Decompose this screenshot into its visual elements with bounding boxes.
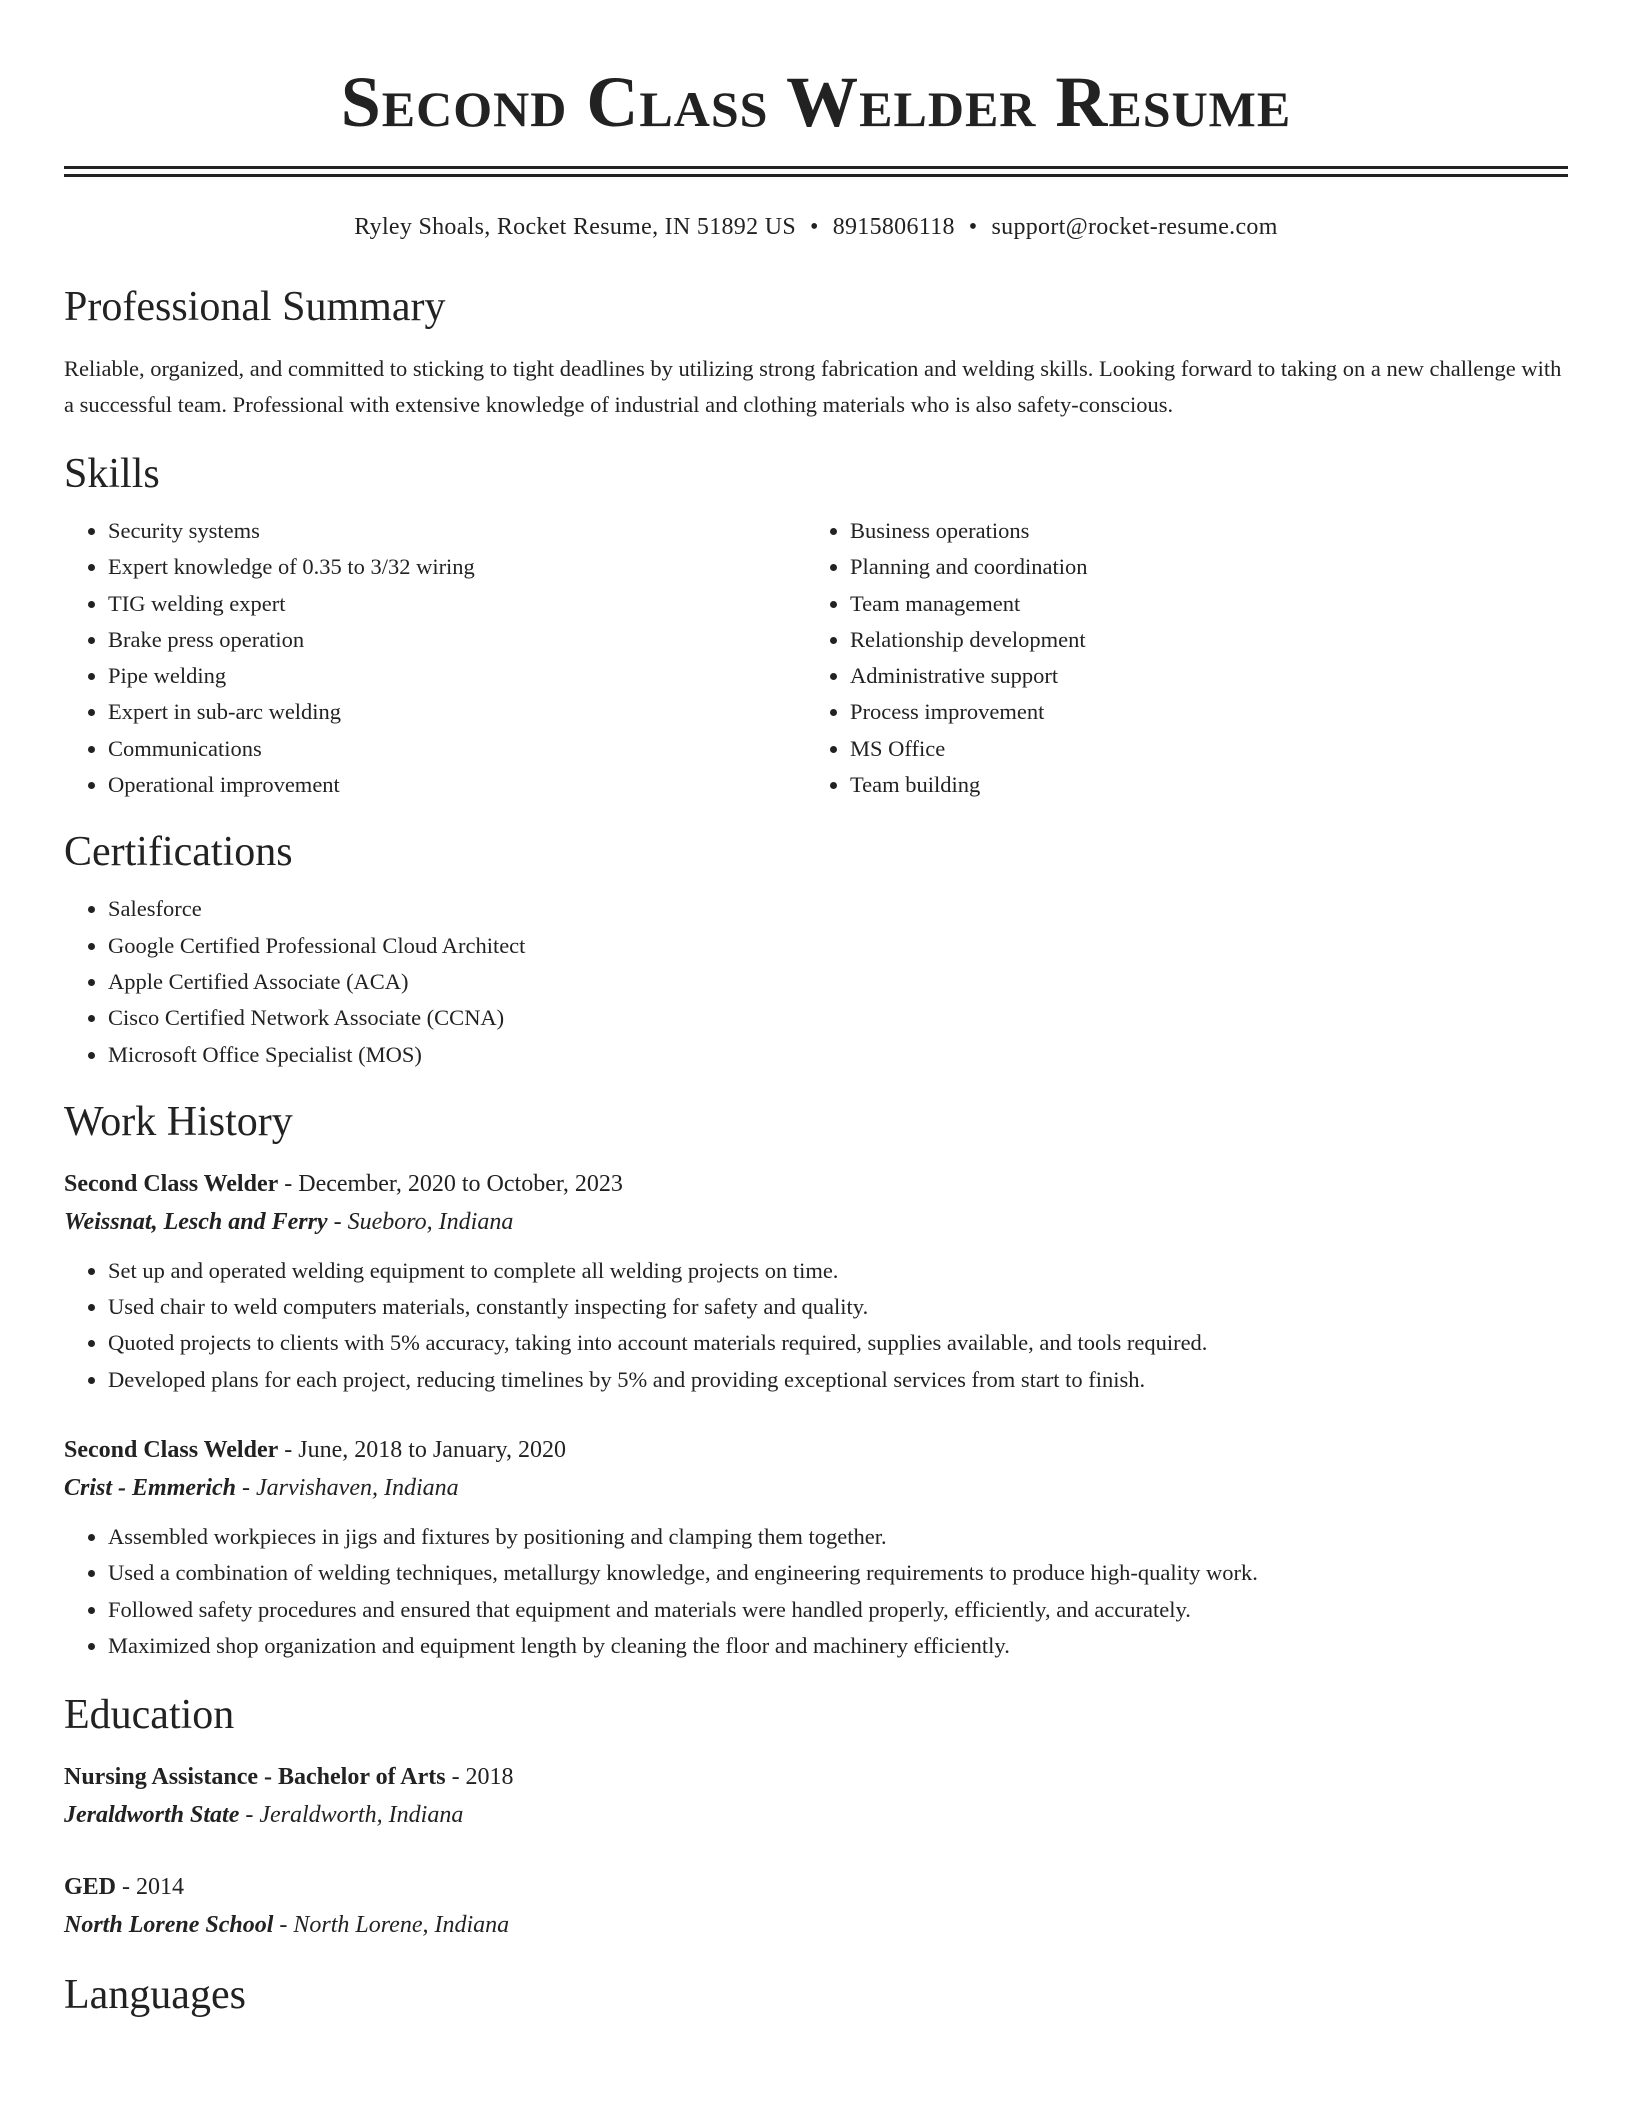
skill-item: • Brake press operation (108, 622, 806, 658)
summary-text: Reliable, organized, and committed to sticking to tight deadlines by utilizing strong fabrication and welding skills. Looking forward to taking on a new challenge with a successful team. Professional with extensive knowledge of industrial and clothing materials who is also safety-conscious. (64, 356, 1562, 417)
certification-item: • Cisco Certified Network Associate (CCNA) (108, 1000, 1568, 1036)
skills-left-list (64, 513, 806, 803)
job-title: Second Class Welder (64, 1437, 279, 1464)
contact-address: Ryley Shoals, Rocket Resume, IN 51892 US (354, 214, 796, 240)
education-degree: Nursing Assistance - Bachelor of Arts (64, 1764, 446, 1791)
education-location: - North Lorene, Indiana (273, 1912, 510, 1939)
skills-left-column (64, 513, 806, 803)
education-school-line (64, 1796, 1568, 1834)
job-dates: - December, 2020 to October, 2023 (278, 1170, 623, 1197)
skill-item: • Administrative support (850, 658, 1548, 694)
skills-heading: Skills (64, 451, 160, 497)
skill-item: • MS Office (850, 731, 1548, 767)
languages-heading: Languages (64, 1972, 246, 2019)
contact-separator: • (809, 214, 819, 240)
job-company-line (64, 1469, 1568, 1507)
skill-item: • Operational improvement (108, 767, 806, 803)
education-degree-line (64, 1868, 1568, 1906)
skill-item: • TIG welding expert (108, 586, 806, 622)
job-dates: - June, 2018 to January, 2020 (278, 1437, 566, 1464)
job-company: Weissnat, Lesch and Ferry (64, 1208, 328, 1235)
job-bullet: • Quoted projects to clients with 5% accuracy, taking into account materials required, supplies available, and tools required. (108, 1325, 1568, 1361)
skill-item: • Business operations (850, 513, 1548, 549)
job-entry (64, 1431, 1568, 1664)
contact-line (64, 212, 1568, 242)
summary-heading: Professional Summary (64, 284, 446, 330)
education-school: Jeraldworth State (64, 1802, 240, 1829)
skill-item: • Team management (850, 586, 1548, 622)
contact-separator: • (968, 214, 978, 240)
work-history-heading: Work History (64, 1098, 293, 1145)
job-company-line (64, 1203, 1568, 1241)
education-location: - Jeraldworth, Indiana (239, 1802, 464, 1829)
contact-phone: 8915806118 (832, 214, 955, 240)
job-location: - Jarvishaven, Indiana (236, 1475, 459, 1502)
education-heading: Education (64, 1692, 235, 1739)
certification-item: • Apple Certified Associate (ACA) (108, 964, 1568, 1000)
certification-item: • Salesforce (108, 891, 1568, 927)
skill-item: • Relationship development (850, 622, 1548, 658)
job-bullets (64, 1253, 1568, 1398)
education-year: - 2018 (445, 1764, 514, 1791)
skill-item: • Communications (108, 731, 806, 767)
education-entry (64, 1758, 1568, 1834)
skill-item: • Expert in sub-arc welding (108, 694, 806, 730)
education-degree: GED (64, 1874, 117, 1901)
skill-item: • Team building (850, 767, 1548, 803)
skill-item: • Planning and coordination (850, 549, 1548, 585)
job-bullet: • Used a combination of welding techniques, metallurgy knowledge, and engineering requirements to produce high-quality work. (108, 1555, 1568, 1591)
certifications-heading: Certifications (64, 829, 293, 876)
job-company: Crist - Emmerich (64, 1475, 237, 1502)
skill-item: • Expert knowledge of 0.35 to 3/32 wiring (108, 549, 806, 585)
education-school: North Lorene School (64, 1912, 274, 1939)
contact-email: support@rocket-resume.com (991, 214, 1278, 240)
skills-columns (64, 513, 1568, 803)
job-bullet: • Assembled workpieces in jigs and fixtures by positioning and clamping them together. (108, 1519, 1568, 1555)
skill-item: • Process improvement (850, 694, 1548, 730)
title-double-rule (64, 166, 1568, 177)
skill-item: • Pipe welding (108, 658, 806, 694)
job-location: - Sueboro, Indiana (327, 1208, 514, 1235)
job-title: Second Class Welder (64, 1170, 279, 1197)
skills-right-list (806, 513, 1548, 803)
job-bullet: • Maximized shop organization and equipment length by cleaning the floor and machinery efficiently. (108, 1628, 1568, 1664)
job-bullet: • Used chair to weld computers materials, constantly inspecting for safety and quality. (108, 1289, 1568, 1325)
education-entry (64, 1868, 1568, 1944)
education-year: - 2014 (116, 1874, 185, 1901)
job-title-line (64, 1431, 1568, 1469)
job-entry (64, 1165, 1568, 1398)
skills-right-column (806, 513, 1548, 803)
job-bullet: • Followed safety procedures and ensured that equipment and materials were handled properly, efficiently, and accurately. (108, 1592, 1568, 1628)
education-school-line (64, 1906, 1568, 1944)
skill-item: • Security systems (108, 513, 806, 549)
resume-title: Second Class Welder Resume (340, 62, 1292, 142)
job-bullet: • Set up and operated welding equipment to complete all welding projects on time. (108, 1253, 1568, 1289)
job-bullet: • Developed plans for each project, reducing timelines by 5% and providing exceptional services from start to finish. (108, 1362, 1568, 1398)
certifications-list (64, 891, 1568, 1072)
job-bullets (64, 1519, 1568, 1664)
job-title-line (64, 1165, 1568, 1203)
certification-item: • Microsoft Office Specialist (MOS) (108, 1037, 1568, 1073)
education-degree-line (64, 1758, 1568, 1796)
certification-item: • Google Certified Professional Cloud Architect (108, 928, 1568, 964)
